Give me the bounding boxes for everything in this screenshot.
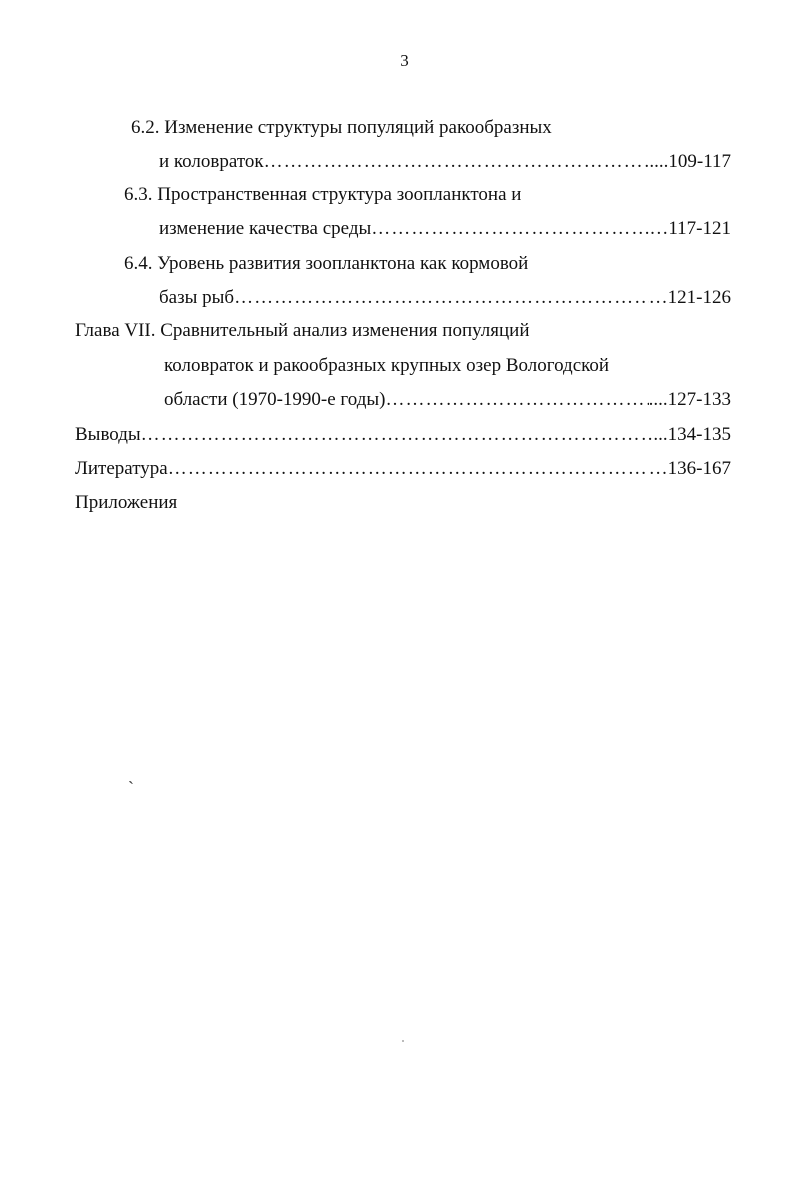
dot-leader	[168, 458, 649, 480]
toc-entry-6-2	[159, 151, 731, 173]
toc-entry-6-4-pages: …121-126	[648, 287, 731, 308]
toc-chapter-7-pages: ....127-133	[648, 389, 731, 410]
dot-leader	[141, 424, 654, 446]
toc-entry-6-2-pages: ....109-117	[649, 151, 731, 172]
toc-entry-6-2-label: и коловраток	[159, 151, 264, 172]
toc-literature-pages: …136-167	[648, 458, 731, 479]
toc-conclusions	[75, 424, 731, 446]
toc-entry-6-3-title: 6.3. Пространственная структура зоопланктона и	[124, 184, 522, 205]
toc-literature	[75, 458, 731, 480]
toc-entry-6-4-title: 6.4. Уровень развития зоопланктона как кормовой	[124, 253, 529, 274]
toc-entry-6-3-pages: …117-121	[649, 218, 731, 239]
toc-entry-6-2-title: 6.2. Изменение структуры популяций ракообразных	[131, 117, 552, 138]
toc-entry-6-3	[159, 218, 731, 240]
dot-leader	[371, 218, 649, 240]
toc-entry-6-4-label: базы рыб	[159, 287, 235, 308]
page-number: 3	[400, 51, 409, 70]
toc-literature-label: Литература	[75, 458, 168, 479]
toc-chapter-7	[164, 389, 731, 411]
toc-appendices: Приложения	[75, 492, 178, 513]
scan-speck	[402, 1040, 404, 1042]
dot-leader	[264, 151, 650, 173]
dot-leader	[234, 287, 649, 309]
toc-chapter-7-label: области (1970-1990-е годы)	[164, 389, 386, 410]
toc-conclusions-label: Выводы	[75, 424, 141, 445]
stray-mark: `	[128, 778, 134, 798]
toc-chapter-7-line-2: коловраток и ракообразных крупных озер Вологодской	[164, 355, 610, 376]
toc-entry-6-4	[159, 287, 731, 309]
toc-conclusions-pages: ...134-135	[653, 424, 731, 445]
toc-chapter-7-title: Глава VII. Сравнительный анализ изменения популяций	[75, 320, 530, 341]
dot-leader	[385, 389, 648, 411]
toc-entry-6-3-label: изменение качества среды	[159, 218, 372, 239]
